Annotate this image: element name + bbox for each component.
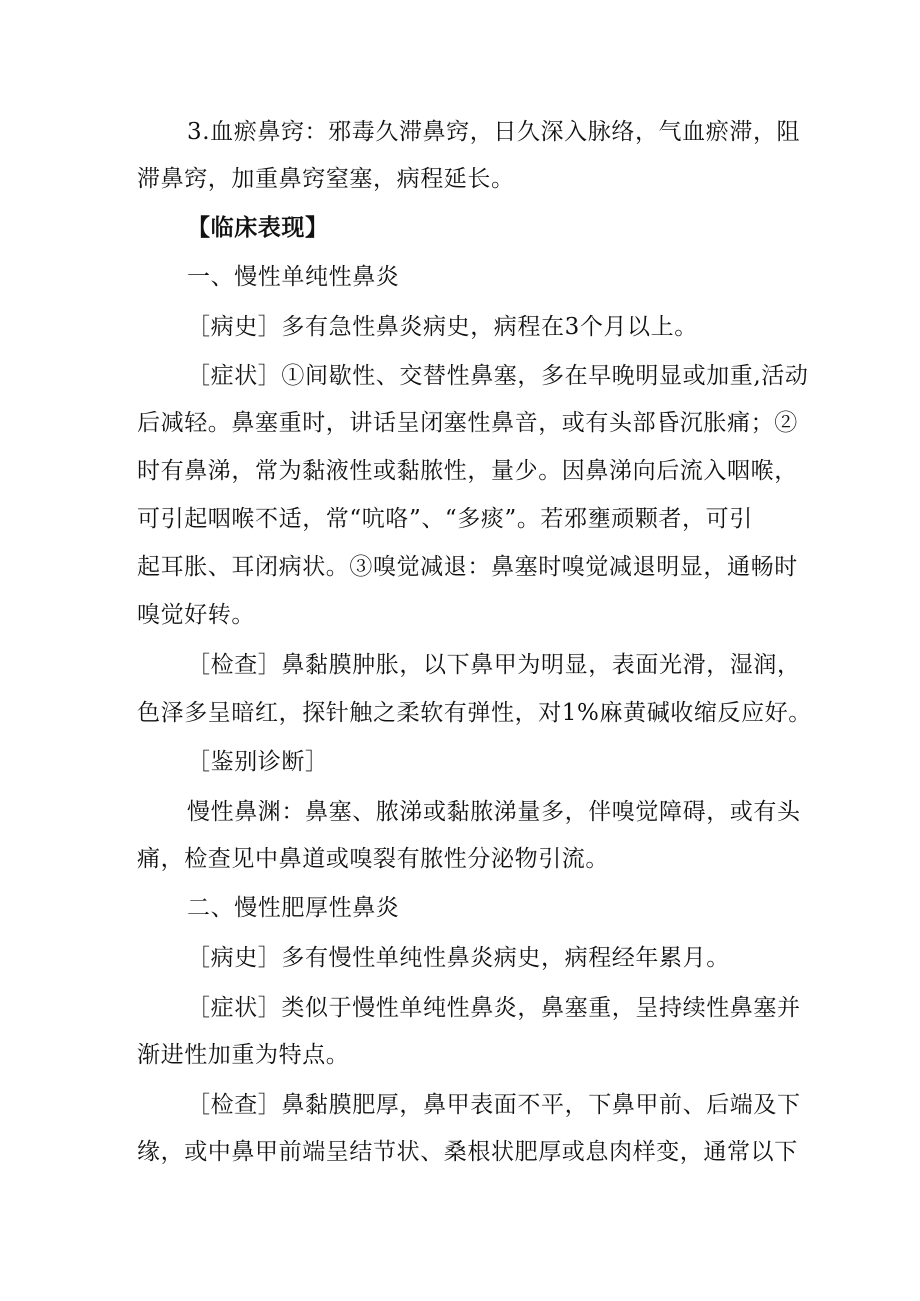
text-line: 缘，或中鼻甲前端呈结节状、桑根状肥厚或息肉样变，通常以下 — [137, 1139, 798, 1165]
text-line: ［检查］鼻黏膜肿胀，以下鼻甲为明显，表面光滑，湿润， — [187, 652, 801, 678]
text-line: ［病史］多有慢性单纯性鼻炎病史，病程经年累月。 — [187, 945, 730, 971]
subsection-heading-chronic-simple-rhinitis: 一、慢性单纯性鼻炎 — [187, 264, 400, 290]
text-line: 可引起咽喉不适，常“吭咯”、“多痰”。若邪壅顽颗者，可引 — [137, 506, 753, 532]
text-line: 色泽多呈暗红，探针触之柔软有弹性，对1%麻黄碱收缩反应好。 — [137, 700, 812, 726]
text-line: 时有鼻涕，常为黏液性或黏脓性，量少。因鼻涕向后流入咽喉， — [137, 458, 798, 484]
text-line: 滞鼻窍，加重鼻窍窒塞，病程延长。 — [137, 166, 515, 192]
section-heading-clinical-manifestations: 【临床表现】 — [187, 214, 329, 241]
text-line: 后减轻。鼻塞重时，讲话呈闭塞性鼻音，或有头部昏沉胀痛；② — [137, 410, 798, 436]
text-line: 起耳胀、耳闭病状。③嗅觉减退：鼻塞时嗅觉减退明显，通畅时 — [137, 554, 798, 580]
text-line: ［鉴别诊断］ — [187, 749, 329, 775]
text-line: 3.血瘀鼻窍：邪毒久滞鼻窍，日久深入脉络，气血瘀滞，阻 — [187, 119, 801, 145]
text-line: 渐进性加重为特点。 — [137, 1042, 350, 1068]
text-line: 慢性鼻渊：鼻塞、脓涕或黏脓涕量多，伴嗅觉障碍，或有头 — [187, 799, 801, 825]
text-line: 痛，检查见中鼻道或嗅裂有脓性分泌物引流。 — [137, 846, 609, 872]
text-line: ［症状］①间歇性、交替性鼻塞，多在早晚明显或加重,活动 — [187, 363, 809, 389]
subsection-heading-chronic-hypertrophic-rhinitis: 二、慢性肥厚性鼻炎 — [187, 895, 400, 921]
text-line: ［症状］类似于慢性单纯性鼻炎，鼻塞重，呈持续性鼻塞并 — [187, 995, 801, 1021]
text-line: ［检查］鼻黏膜肥厚，鼻甲表面不平，下鼻甲前、后端及下 — [187, 1092, 801, 1118]
text-line: ［病史］多有急性鼻炎病史，病程在3个月以上。 — [187, 314, 698, 340]
text-line: 嗅觉好转。 — [137, 602, 255, 628]
